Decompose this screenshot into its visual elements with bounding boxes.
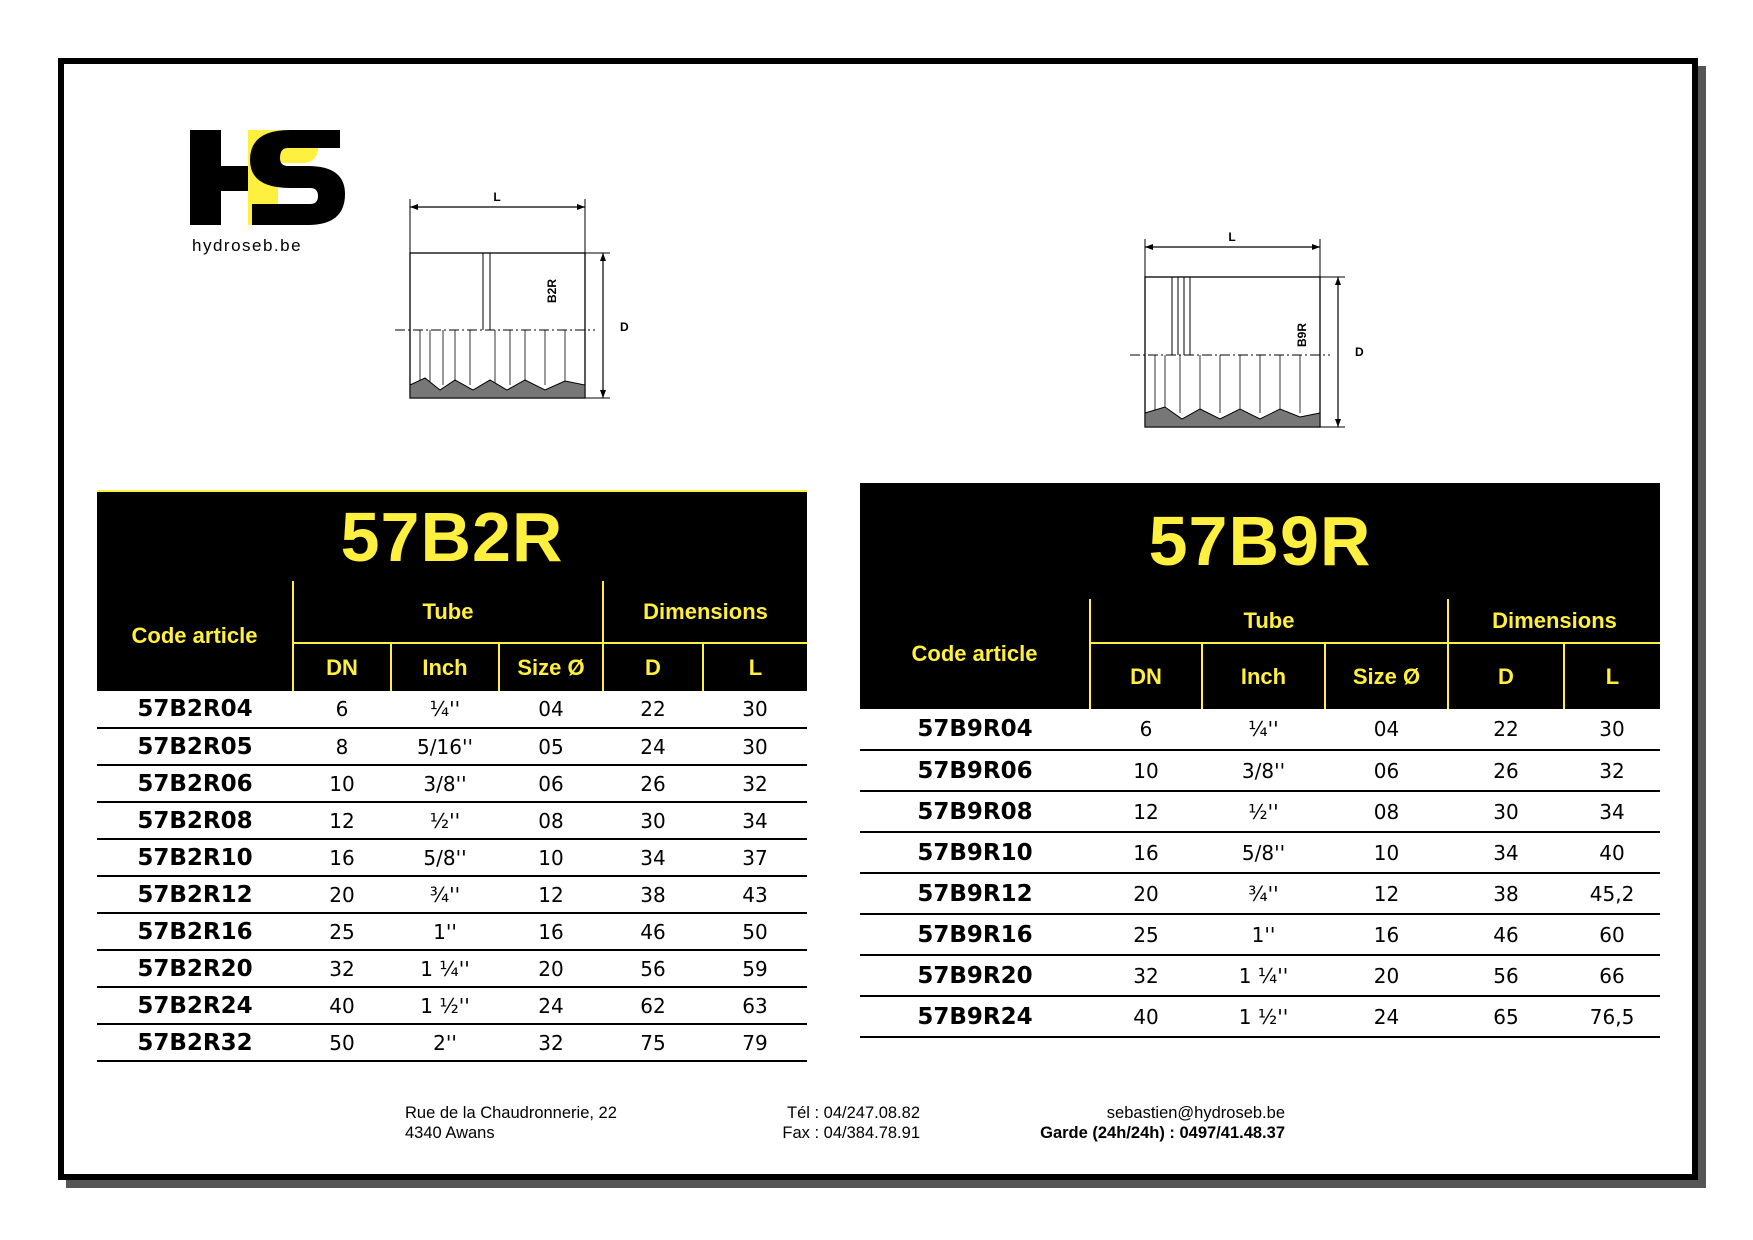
cell-code-article: 57B2R08 — [97, 802, 293, 839]
table-row — [860, 709, 1660, 750]
footer-contact — [980, 1103, 1285, 1143]
cell-l: 45,2 — [1564, 873, 1660, 914]
cell-size: 20 — [499, 950, 603, 987]
col-dn: DN — [1090, 643, 1202, 709]
b9r-length-label: L — [1228, 230, 1236, 244]
cell-size: 06 — [499, 765, 603, 802]
b2r-part-mark: B2R — [545, 278, 559, 303]
cell-l: 63 — [703, 987, 807, 1024]
cell-code-article: 57B9R24 — [860, 996, 1090, 1037]
cell-dn: 8 — [293, 728, 391, 765]
cell-dn: 6 — [293, 691, 391, 728]
cell-code-article: 57B9R12 — [860, 873, 1090, 914]
guard-phone: Garde (24h/24h) : 0497/41.48.37 — [1040, 1124, 1285, 1142]
cell-l: 43 — [703, 876, 807, 913]
cell-inch: 2'' — [391, 1024, 499, 1061]
cell-l: 32 — [703, 765, 807, 802]
cell-size: 05 — [499, 728, 603, 765]
cell-l: 37 — [703, 839, 807, 876]
footer-phones — [770, 1103, 920, 1143]
fax: Fax : 04/384.78.91 — [782, 1124, 920, 1142]
cell-size: 06 — [1325, 750, 1448, 791]
cell-dn: 20 — [293, 876, 391, 913]
cell-code-article: 57B2R24 — [97, 987, 293, 1024]
table-title: 57B9R — [860, 483, 1660, 599]
cell-l: 30 — [1564, 709, 1660, 750]
table-row — [97, 950, 807, 987]
group-tube: Tube — [293, 581, 603, 643]
cell-size: 08 — [1325, 791, 1448, 832]
b2r-length-label: L — [493, 190, 501, 204]
table-row — [97, 765, 807, 802]
cell-l: 30 — [703, 691, 807, 728]
cell-d: 24 — [603, 728, 703, 765]
cell-size: 12 — [1325, 873, 1448, 914]
group-tube: Tube — [1090, 599, 1448, 643]
cell-l: 66 — [1564, 955, 1660, 996]
b9r-diameter-label: D — [1355, 345, 1364, 359]
table-row — [860, 914, 1660, 955]
cell-d: 62 — [603, 987, 703, 1024]
col-code-article: Code article — [860, 599, 1090, 709]
footer-address — [405, 1103, 617, 1143]
b9r-part-mark: B9R — [1295, 322, 1309, 347]
cell-size: 20 — [1325, 955, 1448, 996]
table-row — [97, 1024, 807, 1061]
cell-code-article: 57B9R16 — [860, 914, 1090, 955]
cell-dn: 25 — [293, 913, 391, 950]
cell-l: 79 — [703, 1024, 807, 1061]
cell-size: 24 — [499, 987, 603, 1024]
cell-d: 30 — [603, 802, 703, 839]
group-dimensions: Dimensions — [1448, 599, 1660, 643]
cell-dn: 12 — [293, 802, 391, 839]
cell-l: 50 — [703, 913, 807, 950]
cell-d: 56 — [603, 950, 703, 987]
cell-l: 59 — [703, 950, 807, 987]
group-dimensions: Dimensions — [603, 581, 807, 643]
cell-size: 10 — [1325, 832, 1448, 873]
cell-dn: 12 — [1090, 791, 1202, 832]
cell-inch: ¼'' — [1202, 709, 1325, 750]
cell-inch: 1'' — [391, 913, 499, 950]
cell-dn: 20 — [1090, 873, 1202, 914]
cell-l: 34 — [1564, 791, 1660, 832]
table-row — [860, 832, 1660, 873]
cell-d: 22 — [603, 691, 703, 728]
cell-size: 10 — [499, 839, 603, 876]
cell-d: 38 — [603, 876, 703, 913]
cell-size: 04 — [1325, 709, 1448, 750]
cell-inch: 3/8'' — [391, 765, 499, 802]
cell-inch: 1 ¼'' — [391, 950, 499, 987]
col-l: L — [703, 643, 807, 691]
cell-inch: 5/8'' — [391, 839, 499, 876]
cell-size: 12 — [499, 876, 603, 913]
cell-dn: 10 — [1090, 750, 1202, 791]
cell-code-article: 57B2R16 — [97, 913, 293, 950]
cell-dn: 16 — [293, 839, 391, 876]
cell-d: 34 — [603, 839, 703, 876]
address-street: Rue de la Chaudronnerie, 22 — [405, 1104, 617, 1122]
cell-d: 46 — [603, 913, 703, 950]
telephone: Tél : 04/247.08.82 — [786, 1104, 920, 1122]
col-d: D — [1448, 643, 1564, 709]
col-l: L — [1564, 643, 1660, 709]
cell-d: 65 — [1448, 996, 1564, 1037]
cell-code-article: 57B2R10 — [97, 839, 293, 876]
table-57b9r — [860, 483, 1660, 1038]
cell-inch: ¾'' — [1202, 873, 1325, 914]
cell-l: 60 — [1564, 914, 1660, 955]
table-row — [97, 691, 807, 728]
cell-d: 22 — [1448, 709, 1564, 750]
cell-d: 26 — [603, 765, 703, 802]
cell-code-article: 57B2R06 — [97, 765, 293, 802]
cell-code-article: 57B2R05 — [97, 728, 293, 765]
cell-d: 30 — [1448, 791, 1564, 832]
table-row — [860, 791, 1660, 832]
cell-size: 32 — [499, 1024, 603, 1061]
address-city: 4340 Awans — [405, 1124, 495, 1142]
table-row — [97, 802, 807, 839]
cell-code-article: 57B9R10 — [860, 832, 1090, 873]
b2r-diameter-label: D — [620, 320, 629, 334]
col-d: D — [603, 643, 703, 691]
cell-code-article: 57B2R20 — [97, 950, 293, 987]
cell-code-article: 57B2R04 — [97, 691, 293, 728]
table-57b2r — [97, 490, 807, 1062]
cell-inch: ¼'' — [391, 691, 499, 728]
b2r-technical-drawing — [395, 185, 645, 420]
email-link[interactable]: sebastien@hydroseb.be — [1106, 1104, 1285, 1122]
cell-inch: ½'' — [1202, 791, 1325, 832]
cell-inch: 3/8'' — [1202, 750, 1325, 791]
table-row — [97, 839, 807, 876]
b9r-technical-drawing — [1130, 225, 1380, 455]
cell-inch: ¾'' — [391, 876, 499, 913]
cell-dn: 32 — [1090, 955, 1202, 996]
cell-dn: 6 — [1090, 709, 1202, 750]
cell-l: 76,5 — [1564, 996, 1660, 1037]
cell-d: 34 — [1448, 832, 1564, 873]
cell-code-article: 57B9R06 — [860, 750, 1090, 791]
cell-inch: 1 ¼'' — [1202, 955, 1325, 996]
cell-inch: 5/16'' — [391, 728, 499, 765]
cell-dn: 10 — [293, 765, 391, 802]
cell-dn: 40 — [1090, 996, 1202, 1037]
col-code-article: Code article — [97, 581, 293, 691]
cell-size: 08 — [499, 802, 603, 839]
cell-inch: 1 ½'' — [391, 987, 499, 1024]
cell-size: 16 — [499, 913, 603, 950]
cell-code-article: 57B9R04 — [860, 709, 1090, 750]
cell-inch: ½'' — [391, 802, 499, 839]
cell-d: 26 — [1448, 750, 1564, 791]
cell-size: 16 — [1325, 914, 1448, 955]
cell-size: 24 — [1325, 996, 1448, 1037]
col-inch: Inch — [1202, 643, 1325, 709]
col-inch: Inch — [391, 643, 499, 691]
cell-code-article: 57B9R20 — [860, 955, 1090, 996]
cell-l: 34 — [703, 802, 807, 839]
cell-size: 04 — [499, 691, 603, 728]
table-row — [860, 750, 1660, 791]
cell-d: 75 — [603, 1024, 703, 1061]
cell-l: 30 — [703, 728, 807, 765]
cell-code-article: 57B2R12 — [97, 876, 293, 913]
cell-dn: 50 — [293, 1024, 391, 1061]
cell-dn: 25 — [1090, 914, 1202, 955]
cell-dn: 16 — [1090, 832, 1202, 873]
col-dn: DN — [293, 643, 391, 691]
table-row — [97, 913, 807, 950]
table-row — [97, 987, 807, 1024]
cell-code-article: 57B9R08 — [860, 791, 1090, 832]
table-row — [97, 728, 807, 765]
col-size: Size Ø — [1325, 643, 1448, 709]
cell-l: 32 — [1564, 750, 1660, 791]
cell-d: 46 — [1448, 914, 1564, 955]
table-row — [97, 876, 807, 913]
table-title: 57B2R — [97, 491, 807, 581]
logo-website: hydroseb.be — [192, 236, 303, 255]
cell-inch: 1'' — [1202, 914, 1325, 955]
cell-d: 38 — [1448, 873, 1564, 914]
cell-inch: 1 ½'' — [1202, 996, 1325, 1037]
table-row — [860, 996, 1660, 1037]
cell-inch: 5/8'' — [1202, 832, 1325, 873]
cell-code-article: 57B2R32 — [97, 1024, 293, 1061]
cell-d: 56 — [1448, 955, 1564, 996]
cell-dn: 40 — [293, 987, 391, 1024]
cell-l: 40 — [1564, 832, 1660, 873]
table-row — [860, 873, 1660, 914]
col-size: Size Ø — [499, 643, 603, 691]
table-row — [860, 955, 1660, 996]
cell-dn: 32 — [293, 950, 391, 987]
